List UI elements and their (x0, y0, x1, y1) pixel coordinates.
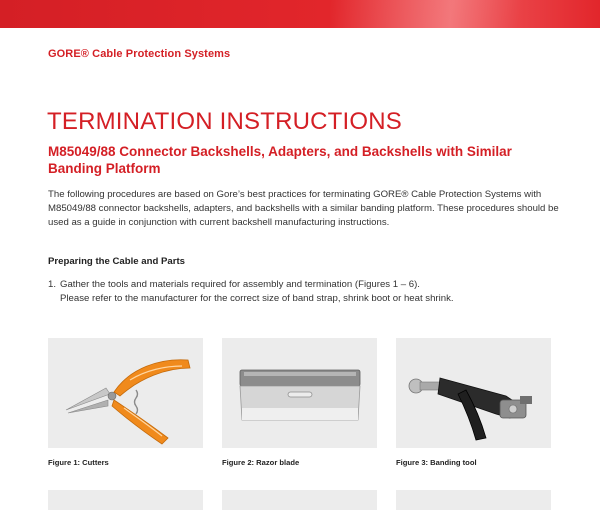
intro-paragraph: The following procedures are based on Gore’s best practices for terminating GORE® Cable Protection Systems with M85049/88 connector backshells, adapters, and backshells with a similar banding platform. These procedures should be used as a guide in conjunction with current backshell manufacturing instructions. (48, 189, 559, 228)
cutters-icon (48, 338, 203, 448)
figure-6-frame-partial (396, 490, 551, 510)
step-number: 1. (48, 279, 57, 290)
band-swoosh (330, 0, 600, 28)
document-title: TERMINATION INSTRUCTIONS (47, 108, 403, 135)
section-heading: Preparing the Cable and Parts (48, 256, 186, 267)
document-subtitle: M85049/88 Connector Backshells, Adapters, and Backshells with Similar Banding Platform (48, 144, 512, 176)
top-brand-band (0, 0, 600, 28)
brand-name: GORE® Cable Protection Systems (48, 48, 231, 60)
step-note: Please refer to the manufacturer for the correct size of band strap, shrink boot or heat shrink. (60, 293, 454, 304)
banding-tool-icon (396, 338, 551, 448)
figure-5-frame-partial (222, 490, 377, 510)
figure-caption: Figure 3: Banding tool (396, 458, 477, 467)
razor-blade-icon (222, 338, 377, 448)
figure-4-frame-partial (48, 490, 203, 510)
figure-caption: Figure 1: Cutters (48, 458, 109, 467)
figure-caption: Figure 2: Razor blade (222, 458, 300, 467)
step-text: Gather the tools and materials required for assembly and termination (Figures 1 – 6). (60, 279, 420, 290)
step-text-block (60, 278, 565, 306)
